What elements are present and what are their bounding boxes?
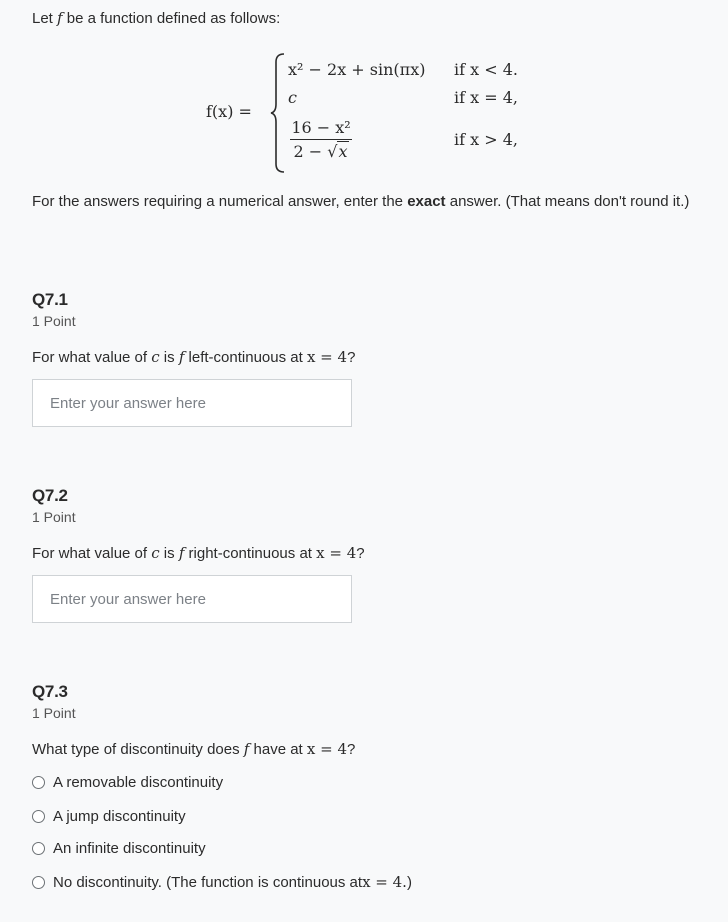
case2-condition: if x = 4,	[454, 88, 518, 107]
case2-expression: c	[288, 88, 297, 107]
case1-expression: x² − 2x + sin(πx)	[288, 60, 426, 79]
question-title: Q7.3	[32, 682, 68, 701]
f-symbol: f	[57, 9, 63, 27]
radio-icon[interactable]	[32, 810, 45, 823]
left-brace-icon	[270, 52, 286, 174]
case3-condition: if x > 4,	[454, 130, 518, 149]
answer-input-q7-2[interactable]	[32, 575, 352, 623]
option-jump[interactable]: A jump discontinuity	[32, 805, 186, 827]
function-lhs: f(x) =	[206, 102, 252, 121]
sqrt-icon: √	[327, 142, 338, 161]
radio-icon[interactable]	[32, 776, 45, 789]
case1-condition: if x < 4.	[454, 60, 518, 79]
question-points: 1 Point	[32, 509, 76, 525]
case3-fraction	[288, 118, 354, 161]
question-points: 1 Point	[32, 313, 76, 329]
radio-icon[interactable]	[32, 876, 45, 889]
question-text: For what value of c is f right-continuous at x = 4?	[32, 544, 365, 562]
intro-text: Let f be a function defined as follows:	[32, 9, 281, 27]
instructions-note: For the answers requiring a numerical answer, enter the exact answer. (That means don't round it.)	[32, 193, 690, 210]
case3-denominator: 2 − √x	[293, 142, 348, 161]
option-infinite[interactable]: An infinite discontinuity	[32, 837, 206, 859]
question-title: Q7.1	[32, 290, 68, 309]
answer-input-q7-1[interactable]	[32, 379, 352, 427]
question-points: 1 Point	[32, 705, 76, 721]
option-none[interactable]: No discontinuity. (The function is continuous at x = 4. )	[32, 871, 412, 893]
question-text: For what value of c is f left-continuous at x = 4?	[32, 348, 356, 366]
radio-icon[interactable]	[32, 842, 45, 855]
question-text: What type of discontinuity does f have at x = 4?	[32, 740, 356, 758]
question-title: Q7.2	[32, 486, 68, 505]
option-removable[interactable]: A removable discontinuity	[32, 771, 223, 793]
case3-numerator: 16 − x²	[291, 118, 351, 137]
